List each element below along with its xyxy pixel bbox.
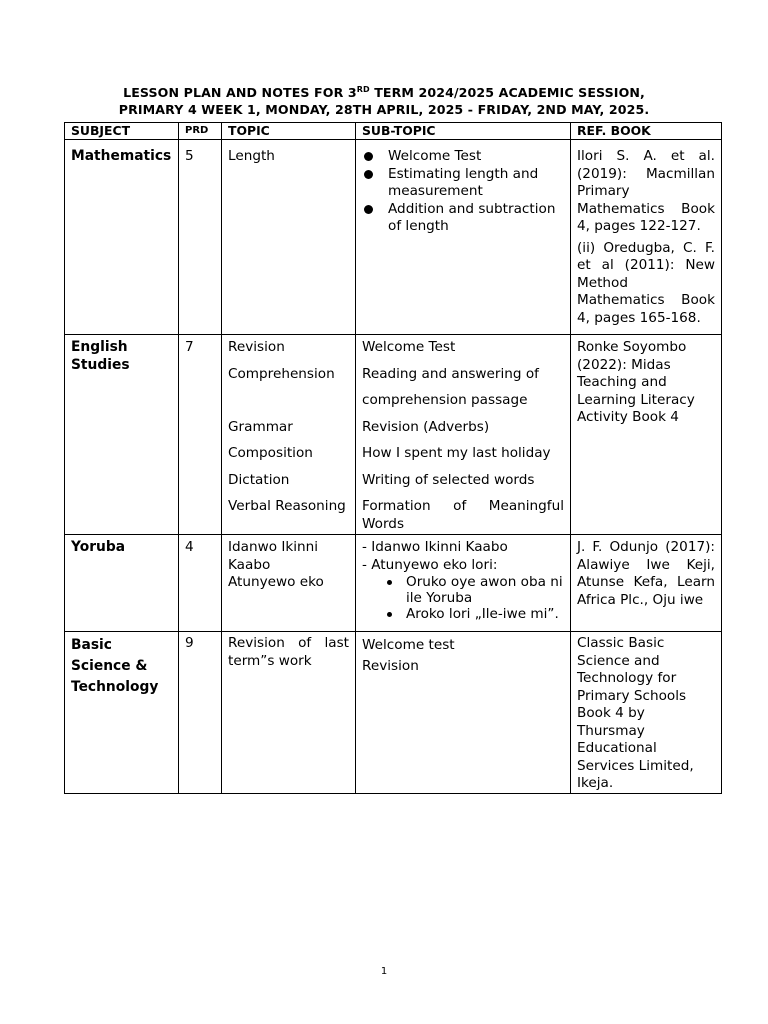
subject-cell: Mathematics (65, 140, 179, 335)
list-item: Aroko lori „Ile-iwe mi”. (384, 606, 564, 622)
sub-topic-line: - Atunyewo eko lori: (362, 556, 498, 573)
table-row-basic-science (65, 632, 722, 794)
sub-topic-line: Revision (362, 658, 419, 674)
table-header-row (65, 123, 722, 140)
topic-cell (222, 535, 356, 632)
sub-topic-cell (356, 140, 571, 335)
sub-topic-list (362, 574, 564, 622)
sub-topic-line: Welcome Test (362, 339, 456, 355)
table-row-mathematics (65, 140, 722, 335)
sub-topic-cell (356, 335, 571, 535)
subject-cell (65, 335, 179, 535)
ref-book-cell: Ronke Soyombo (2022): Midas Teaching and Learning Literacy Activity Book 4 (571, 335, 722, 535)
list-item: Estimating length and measurement (362, 166, 564, 201)
heading-line-1-text: LESSON PLAN AND NOTES FOR 3 (123, 85, 357, 100)
topic-line (228, 392, 349, 419)
subject-line: English (71, 339, 128, 355)
lesson-plan-table (64, 122, 722, 794)
prd-cell: 5 (179, 140, 222, 335)
topic-line: Composition (228, 445, 313, 461)
table-row-yoruba (65, 535, 722, 632)
topic-line: Revision (228, 339, 285, 355)
prd-cell: 7 (179, 335, 222, 535)
topic-line: Dictation (228, 471, 290, 488)
subject-line: Basic (71, 637, 112, 653)
sub-topic-line: Formation of Meaningful (362, 498, 564, 514)
heading-line-1 (0, 84, 768, 101)
topic-cell: Revision of last term”s work (222, 632, 356, 794)
topic-cell: Length (222, 140, 356, 335)
prd-cell: 4 (179, 535, 222, 632)
ref-book-cell (571, 140, 722, 335)
prd-cell: 9 (179, 632, 222, 794)
sub-topic-line: How I spent my last holiday (362, 445, 551, 461)
list-item: Addition and subtraction of length (362, 201, 564, 236)
header-ref-book: REF. BOOK (571, 123, 722, 140)
heading-line-2: PRIMARY 4 WEEK 1, MONDAY, 28TH APRIL, 2025 - FRIDAY, 2ND MAY, 2025. (118, 102, 650, 117)
ref-book-cell: J. F. Odunjo (2017): Alawiye Iwe Keji, Atunse Kefa, Learn Africa Plc., Oju iwe (571, 535, 722, 632)
topic-line: Idanwo Ikinni Kaabo (228, 539, 319, 573)
sub-topic-cell (356, 535, 571, 632)
topic-line: Comprehension (228, 365, 335, 382)
subject-line: Studies (71, 356, 130, 373)
topic-line: Verbal Reasoning (228, 498, 346, 514)
page-number: 1 (380, 966, 388, 977)
topic-line: Grammar (228, 418, 293, 435)
sub-topic-line: comprehension passage (362, 392, 528, 408)
header-sub-topic: SUB-TOPIC (356, 123, 571, 140)
ref-book-entry: (ii) Oredugba, C. F. et al (2011): New Method Mathematics Book 4, pages 165-168. (577, 239, 715, 326)
subject-cell (65, 632, 179, 794)
subject-cell: Yoruba (65, 535, 179, 632)
topic-line: Atunyewo eko (228, 574, 324, 590)
sub-topic-line: Welcome test (362, 637, 455, 653)
sub-topic-line: Revision (Adverbs) (362, 418, 490, 435)
sub-topic-line: Writing of selected words (362, 471, 535, 488)
subject-line: Science & (71, 658, 148, 674)
heading-line-1-rest: TERM 2024/2025 ACADEMIC SESSION, (369, 85, 645, 100)
ref-book-cell: Classic Basic Science and Technology for Primary Schools Book 4 by Thursmay Educational Services Limited, Ikeja. (571, 632, 722, 794)
topic-cell (222, 335, 356, 535)
list-item: Oruko oye awon oba ni ile Yoruba (384, 574, 564, 606)
header-topic: TOPIC (222, 123, 356, 140)
header-subject: SUBJECT (65, 123, 179, 140)
header-prd: PRD (179, 123, 222, 140)
sub-topic-list (362, 148, 564, 236)
list-item: Welcome Test (362, 148, 564, 166)
sub-topic-line: - Idanwo Ikinni Kaabo (362, 539, 508, 555)
sub-topic-cell (356, 632, 571, 794)
ref-book-entry: Ilori S. A. et al. (2019): Macmillan Primary Mathematics Book 4, pages 122-127. (577, 148, 715, 234)
document-heading (0, 84, 768, 118)
heading-superscript: RD (356, 85, 370, 94)
sub-topic-line: Words (362, 515, 405, 532)
sub-topic-line: Reading and answering of (362, 365, 539, 382)
subject-line: Technology (71, 679, 159, 695)
table-row-english-studies (65, 335, 722, 535)
